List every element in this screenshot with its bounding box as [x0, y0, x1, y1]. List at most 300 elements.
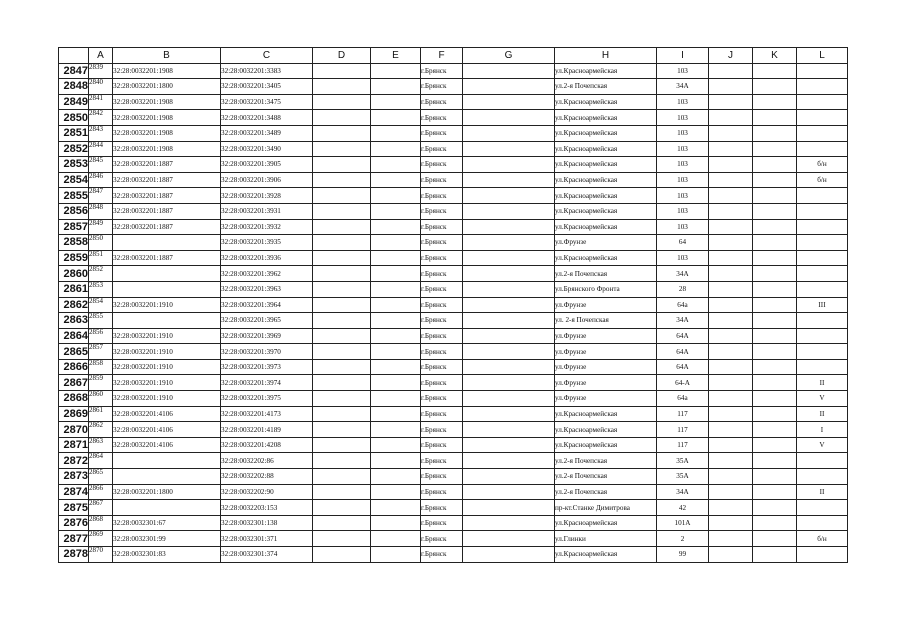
- row-number[interactable]: 2850: [59, 110, 89, 126]
- cell-l[interactable]: II: [797, 375, 848, 391]
- cell-f[interactable]: г.Брянск: [421, 250, 463, 266]
- cell-k[interactable]: [753, 266, 797, 282]
- cell-f[interactable]: г.Брянск: [421, 297, 463, 313]
- cell-a[interactable]: [89, 437, 113, 453]
- cell-a[interactable]: [89, 250, 113, 266]
- cell-a[interactable]: [89, 110, 113, 126]
- cell-d[interactable]: [313, 344, 371, 360]
- cell-l[interactable]: [797, 219, 848, 235]
- cell-j[interactable]: [709, 328, 753, 344]
- cell-k[interactable]: [753, 484, 797, 500]
- cell-e[interactable]: [371, 250, 421, 266]
- cell-k[interactable]: [753, 235, 797, 251]
- cell-f[interactable]: г.Брянск: [421, 375, 463, 391]
- row-number[interactable]: 2862: [59, 297, 89, 313]
- cell-g[interactable]: [463, 359, 555, 375]
- cell-d[interactable]: [313, 141, 371, 157]
- cell-f[interactable]: г.Брянск: [421, 281, 463, 297]
- cell-g[interactable]: [463, 141, 555, 157]
- cell-a[interactable]: [89, 141, 113, 157]
- cell-a[interactable]: [89, 157, 113, 173]
- cell-d[interactable]: [313, 500, 371, 516]
- cell-a[interactable]: [89, 422, 113, 438]
- cell-a[interactable]: [89, 219, 113, 235]
- cell-e[interactable]: [371, 515, 421, 531]
- cell-e[interactable]: [371, 281, 421, 297]
- row-number[interactable]: 2872: [59, 453, 89, 469]
- cell-f[interactable]: г.Брянск: [421, 141, 463, 157]
- cell-j[interactable]: [709, 313, 753, 329]
- cell-h[interactable]: ул.Красноармейская: [555, 203, 657, 219]
- cell-g[interactable]: [463, 328, 555, 344]
- cell-l[interactable]: [797, 266, 848, 282]
- cell-d[interactable]: [313, 203, 371, 219]
- cell-c[interactable]: 32:28:0032202:88: [221, 469, 313, 485]
- cell-d[interactable]: [313, 313, 371, 329]
- cell-l[interactable]: [797, 328, 848, 344]
- cell-g[interactable]: [463, 63, 555, 79]
- cell-c[interactable]: 32:28:0032201:3973: [221, 359, 313, 375]
- cell-g[interactable]: [463, 172, 555, 188]
- cell-f[interactable]: г.Брянск: [421, 94, 463, 110]
- cell-j[interactable]: [709, 250, 753, 266]
- cell-i[interactable]: 103: [657, 141, 709, 157]
- cell-f[interactable]: г.Брянск: [421, 500, 463, 516]
- cell-k[interactable]: [753, 531, 797, 547]
- cell-e[interactable]: [371, 406, 421, 422]
- cell-g[interactable]: [463, 266, 555, 282]
- row-number[interactable]: 2868: [59, 391, 89, 407]
- cell-b[interactable]: 32:28:0032201:1910: [113, 297, 221, 313]
- cell-f[interactable]: г.Брянск: [421, 406, 463, 422]
- cell-a[interactable]: [89, 328, 113, 344]
- cell-d[interactable]: [313, 94, 371, 110]
- cell-a[interactable]: [89, 235, 113, 251]
- cell-h[interactable]: ул.Красноармейская: [555, 547, 657, 563]
- cell-b[interactable]: 32:28:0032201:1910: [113, 375, 221, 391]
- cell-l[interactable]: [797, 469, 848, 485]
- cell-g[interactable]: [463, 219, 555, 235]
- cell-i[interactable]: 28: [657, 281, 709, 297]
- cell-e[interactable]: [371, 484, 421, 500]
- cell-f[interactable]: г.Брянск: [421, 235, 463, 251]
- cell-g[interactable]: [463, 437, 555, 453]
- cell-c[interactable]: 32:28:0032201:4208: [221, 437, 313, 453]
- cell-h[interactable]: ул.Красноармейская: [555, 63, 657, 79]
- cell-h[interactable]: ул.2-я Почепская: [555, 469, 657, 485]
- cell-j[interactable]: [709, 219, 753, 235]
- cell-h[interactable]: ул.Фрунзе: [555, 235, 657, 251]
- cell-f[interactable]: г.Брянск: [421, 422, 463, 438]
- cell-j[interactable]: [709, 63, 753, 79]
- row-number[interactable]: 2851: [59, 125, 89, 141]
- cell-k[interactable]: [753, 547, 797, 563]
- cell-e[interactable]: [371, 344, 421, 360]
- row-number[interactable]: 2873: [59, 469, 89, 485]
- cell-f[interactable]: г.Брянск: [421, 469, 463, 485]
- cell-b[interactable]: [113, 235, 221, 251]
- cell-j[interactable]: [709, 531, 753, 547]
- cell-h[interactable]: ул.Красноармейская: [555, 172, 657, 188]
- cell-e[interactable]: [371, 469, 421, 485]
- cell-g[interactable]: [463, 79, 555, 95]
- row-number[interactable]: 2858: [59, 235, 89, 251]
- cell-a[interactable]: [89, 375, 113, 391]
- cell-d[interactable]: [313, 281, 371, 297]
- cell-d[interactable]: [313, 515, 371, 531]
- cell-k[interactable]: [753, 515, 797, 531]
- cell-e[interactable]: [371, 375, 421, 391]
- cell-k[interactable]: [753, 359, 797, 375]
- cell-c[interactable]: 32:28:0032201:3490: [221, 141, 313, 157]
- cell-a[interactable]: [89, 63, 113, 79]
- cell-i[interactable]: 42: [657, 500, 709, 516]
- row-number[interactable]: 2859: [59, 250, 89, 266]
- cell-e[interactable]: [371, 188, 421, 204]
- cell-i[interactable]: 101А: [657, 515, 709, 531]
- cell-c[interactable]: 32:28:0032201:3489: [221, 125, 313, 141]
- cell-j[interactable]: [709, 79, 753, 95]
- cell-f[interactable]: г.Брянск: [421, 328, 463, 344]
- cell-d[interactable]: [313, 79, 371, 95]
- cell-j[interactable]: [709, 375, 753, 391]
- cell-h[interactable]: ул. 2-я Почепская: [555, 313, 657, 329]
- cell-a[interactable]: [89, 188, 113, 204]
- cell-j[interactable]: [709, 281, 753, 297]
- cell-l[interactable]: [797, 313, 848, 329]
- cell-f[interactable]: г.Брянск: [421, 359, 463, 375]
- cell-l[interactable]: [797, 125, 848, 141]
- cell-l[interactable]: [797, 453, 848, 469]
- cell-j[interactable]: [709, 391, 753, 407]
- cell-d[interactable]: [313, 172, 371, 188]
- cell-i[interactable]: 99: [657, 547, 709, 563]
- cell-i[interactable]: 64А: [657, 328, 709, 344]
- row-number[interactable]: 2874: [59, 484, 89, 500]
- cell-c[interactable]: 32:28:0032201:3974: [221, 375, 313, 391]
- cell-g[interactable]: [463, 391, 555, 407]
- cell-i[interactable]: 103: [657, 219, 709, 235]
- cell-k[interactable]: [753, 281, 797, 297]
- cell-b[interactable]: 32:28:0032201:1910: [113, 359, 221, 375]
- cell-g[interactable]: [463, 406, 555, 422]
- cell-d[interactable]: [313, 219, 371, 235]
- cell-k[interactable]: [753, 250, 797, 266]
- cell-l[interactable]: III: [797, 297, 848, 313]
- row-number[interactable]: 2878: [59, 547, 89, 563]
- cell-c[interactable]: 32:28:0032201:3928: [221, 188, 313, 204]
- cell-i[interactable]: 64А: [657, 344, 709, 360]
- cell-f[interactable]: г.Брянск: [421, 172, 463, 188]
- cell-k[interactable]: [753, 391, 797, 407]
- cell-f[interactable]: г.Брянск: [421, 157, 463, 173]
- cell-a[interactable]: [89, 125, 113, 141]
- cell-a[interactable]: [89, 515, 113, 531]
- cell-g[interactable]: [463, 235, 555, 251]
- cell-j[interactable]: [709, 157, 753, 173]
- cell-g[interactable]: [463, 469, 555, 485]
- cell-e[interactable]: [371, 172, 421, 188]
- cell-a[interactable]: [89, 469, 113, 485]
- cell-a[interactable]: [89, 531, 113, 547]
- cell-c[interactable]: 32:28:0032202:86: [221, 453, 313, 469]
- cell-f[interactable]: г.Брянск: [421, 63, 463, 79]
- cell-i[interactable]: 64а: [657, 391, 709, 407]
- cell-d[interactable]: [313, 484, 371, 500]
- row-number[interactable]: 2852: [59, 141, 89, 157]
- cell-h[interactable]: ул.2-я Почепская: [555, 266, 657, 282]
- cell-f[interactable]: г.Брянск: [421, 484, 463, 500]
- cell-h[interactable]: ул.Красноармейская: [555, 125, 657, 141]
- cell-l[interactable]: [797, 547, 848, 563]
- cell-g[interactable]: [463, 110, 555, 126]
- cell-b[interactable]: 32:28:0032201:1908: [113, 63, 221, 79]
- cell-d[interactable]: [313, 297, 371, 313]
- cell-g[interactable]: [463, 547, 555, 563]
- cell-d[interactable]: [313, 125, 371, 141]
- cell-b[interactable]: 32:28:0032301:67: [113, 515, 221, 531]
- cell-i[interactable]: 35А: [657, 469, 709, 485]
- cell-f[interactable]: г.Брянск: [421, 203, 463, 219]
- cell-k[interactable]: [753, 328, 797, 344]
- cell-g[interactable]: [463, 125, 555, 141]
- cell-i[interactable]: 117: [657, 406, 709, 422]
- row-number[interactable]: 2875: [59, 500, 89, 516]
- cell-b[interactable]: [113, 453, 221, 469]
- cell-d[interactable]: [313, 235, 371, 251]
- cell-b[interactable]: 32:28:0032201:1887: [113, 203, 221, 219]
- cell-d[interactable]: [313, 406, 371, 422]
- cell-l[interactable]: [797, 515, 848, 531]
- cell-l[interactable]: [797, 94, 848, 110]
- cell-c[interactable]: 32:28:0032202:90: [221, 484, 313, 500]
- cell-k[interactable]: [753, 110, 797, 126]
- cell-c[interactable]: 32:28:0032201:4189: [221, 422, 313, 438]
- cell-h[interactable]: ул.Фрунзе: [555, 344, 657, 360]
- cell-l[interactable]: [797, 250, 848, 266]
- cell-h[interactable]: ул.Фрунзе: [555, 359, 657, 375]
- cell-b[interactable]: 32:28:0032201:4106: [113, 437, 221, 453]
- column-header-j[interactable]: J: [709, 48, 753, 64]
- cell-a[interactable]: [89, 266, 113, 282]
- cell-c[interactable]: 32:28:0032301:374: [221, 547, 313, 563]
- cell-h[interactable]: ул.Красноармейская: [555, 157, 657, 173]
- cell-j[interactable]: [709, 359, 753, 375]
- cell-k[interactable]: [753, 94, 797, 110]
- cell-i[interactable]: 103: [657, 188, 709, 204]
- cell-d[interactable]: [313, 375, 371, 391]
- cell-l[interactable]: [797, 188, 848, 204]
- cell-g[interactable]: [463, 281, 555, 297]
- cell-j[interactable]: [709, 453, 753, 469]
- cell-b[interactable]: 32:28:0032201:1887: [113, 172, 221, 188]
- cell-l[interactable]: [797, 500, 848, 516]
- cell-a[interactable]: [89, 406, 113, 422]
- cell-d[interactable]: [313, 266, 371, 282]
- cell-h[interactable]: ул.Глинки: [555, 531, 657, 547]
- cell-i[interactable]: 117: [657, 437, 709, 453]
- cell-k[interactable]: [753, 422, 797, 438]
- cell-g[interactable]: [463, 203, 555, 219]
- column-header-d[interactable]: D: [313, 48, 371, 64]
- cell-c[interactable]: 32:28:0032203:153: [221, 500, 313, 516]
- row-number[interactable]: 2857: [59, 219, 89, 235]
- cell-d[interactable]: [313, 422, 371, 438]
- cell-e[interactable]: [371, 328, 421, 344]
- row-number[interactable]: 2865: [59, 344, 89, 360]
- cell-l[interactable]: [797, 110, 848, 126]
- cell-g[interactable]: [463, 500, 555, 516]
- cell-e[interactable]: [371, 391, 421, 407]
- cell-g[interactable]: [463, 515, 555, 531]
- cell-f[interactable]: г.Брянск: [421, 344, 463, 360]
- cell-i[interactable]: 2: [657, 531, 709, 547]
- cell-b[interactable]: [113, 281, 221, 297]
- cell-k[interactable]: [753, 188, 797, 204]
- cell-d[interactable]: [313, 250, 371, 266]
- row-number[interactable]: 2877: [59, 531, 89, 547]
- row-number[interactable]: 2854: [59, 172, 89, 188]
- cell-b[interactable]: 32:28:0032201:1908: [113, 125, 221, 141]
- cell-j[interactable]: [709, 469, 753, 485]
- cell-b[interactable]: 32:28:0032201:1910: [113, 391, 221, 407]
- cell-b[interactable]: [113, 469, 221, 485]
- cell-c[interactable]: 32:28:0032201:3932: [221, 219, 313, 235]
- cell-g[interactable]: [463, 453, 555, 469]
- row-number[interactable]: 2847: [59, 63, 89, 79]
- cell-d[interactable]: [313, 437, 371, 453]
- cell-k[interactable]: [753, 500, 797, 516]
- cell-f[interactable]: г.Брянск: [421, 219, 463, 235]
- cell-c[interactable]: 32:28:0032201:3488: [221, 110, 313, 126]
- cell-b[interactable]: 32:28:0032201:1800: [113, 79, 221, 95]
- cell-a[interactable]: [89, 500, 113, 516]
- cell-d[interactable]: [313, 391, 371, 407]
- cell-c[interactable]: 32:28:0032201:3936: [221, 250, 313, 266]
- cell-a[interactable]: [89, 313, 113, 329]
- cell-a[interactable]: [89, 453, 113, 469]
- cell-j[interactable]: [709, 547, 753, 563]
- cell-k[interactable]: [753, 141, 797, 157]
- column-header-e[interactable]: E: [371, 48, 421, 64]
- cell-e[interactable]: [371, 437, 421, 453]
- cell-c[interactable]: 32:28:0032201:3963: [221, 281, 313, 297]
- cell-d[interactable]: [313, 453, 371, 469]
- cell-f[interactable]: г.Брянск: [421, 437, 463, 453]
- cell-i[interactable]: 64А: [657, 359, 709, 375]
- cell-h[interactable]: ул.Красноармейская: [555, 250, 657, 266]
- cell-c[interactable]: 32:28:0032201:3383: [221, 63, 313, 79]
- cell-i[interactable]: 64: [657, 235, 709, 251]
- cell-g[interactable]: [463, 313, 555, 329]
- cell-e[interactable]: [371, 500, 421, 516]
- row-number[interactable]: 2856: [59, 203, 89, 219]
- cell-e[interactable]: [371, 203, 421, 219]
- cell-h[interactable]: ул.2-я Почепская: [555, 484, 657, 500]
- cell-l[interactable]: б/н: [797, 157, 848, 173]
- cell-k[interactable]: [753, 172, 797, 188]
- cell-h[interactable]: ул.Красноармейская: [555, 94, 657, 110]
- cell-f[interactable]: г.Брянск: [421, 531, 463, 547]
- row-number[interactable]: 2871: [59, 437, 89, 453]
- row-number[interactable]: 2876: [59, 515, 89, 531]
- cell-j[interactable]: [709, 141, 753, 157]
- cell-k[interactable]: [753, 157, 797, 173]
- cell-e[interactable]: [371, 547, 421, 563]
- cell-i[interactable]: 103: [657, 203, 709, 219]
- cell-l[interactable]: б/н: [797, 172, 848, 188]
- cell-k[interactable]: [753, 406, 797, 422]
- cell-a[interactable]: [89, 94, 113, 110]
- cell-g[interactable]: [463, 157, 555, 173]
- cell-h[interactable]: ул.Красноармейская: [555, 437, 657, 453]
- cell-k[interactable]: [753, 297, 797, 313]
- cell-e[interactable]: [371, 157, 421, 173]
- cell-a[interactable]: [89, 359, 113, 375]
- cell-b[interactable]: 32:28:0032201:1910: [113, 328, 221, 344]
- row-number[interactable]: 2853: [59, 157, 89, 173]
- cell-h[interactable]: ул.Фрунзе: [555, 391, 657, 407]
- cell-f[interactable]: г.Брянск: [421, 515, 463, 531]
- cell-a[interactable]: [89, 484, 113, 500]
- cell-i[interactable]: 117: [657, 422, 709, 438]
- cell-b[interactable]: 32:28:0032201:1910: [113, 344, 221, 360]
- cell-i[interactable]: 64-А: [657, 375, 709, 391]
- cell-i[interactable]: 34А: [657, 79, 709, 95]
- cell-g[interactable]: [463, 422, 555, 438]
- cell-k[interactable]: [753, 219, 797, 235]
- cell-a[interactable]: [89, 344, 113, 360]
- cell-k[interactable]: [753, 469, 797, 485]
- cell-l[interactable]: [797, 359, 848, 375]
- row-number[interactable]: 2866: [59, 359, 89, 375]
- cell-h[interactable]: пр-кт.Станке Димитрова: [555, 500, 657, 516]
- cell-k[interactable]: [753, 344, 797, 360]
- cell-j[interactable]: [709, 515, 753, 531]
- cell-i[interactable]: 103: [657, 110, 709, 126]
- cell-e[interactable]: [371, 313, 421, 329]
- cell-b[interactable]: 32:28:0032201:1800: [113, 484, 221, 500]
- cell-b[interactable]: 32:28:0032301:83: [113, 547, 221, 563]
- cell-j[interactable]: [709, 203, 753, 219]
- cell-h[interactable]: ул.Красноармейская: [555, 188, 657, 204]
- cell-i[interactable]: 103: [657, 157, 709, 173]
- cell-e[interactable]: [371, 422, 421, 438]
- cell-j[interactable]: [709, 188, 753, 204]
- cell-k[interactable]: [753, 203, 797, 219]
- cell-h[interactable]: ул.Красноармейская: [555, 110, 657, 126]
- cell-d[interactable]: [313, 63, 371, 79]
- cell-h[interactable]: ул.Красноармейская: [555, 141, 657, 157]
- cell-l[interactable]: V: [797, 437, 848, 453]
- cell-b[interactable]: 32:28:0032201:1908: [113, 94, 221, 110]
- cell-a[interactable]: [89, 281, 113, 297]
- cell-b[interactable]: 32:28:0032201:1887: [113, 250, 221, 266]
- cell-f[interactable]: г.Брянск: [421, 547, 463, 563]
- cell-a[interactable]: [89, 391, 113, 407]
- column-header-l[interactable]: L: [797, 48, 848, 64]
- row-number[interactable]: 2864: [59, 328, 89, 344]
- cell-e[interactable]: [371, 266, 421, 282]
- cell-c[interactable]: 32:28:0032201:4173: [221, 406, 313, 422]
- cell-c[interactable]: 32:28:0032201:3969: [221, 328, 313, 344]
- cell-b[interactable]: 32:28:0032201:4106: [113, 422, 221, 438]
- cell-j[interactable]: [709, 266, 753, 282]
- cell-b[interactable]: [113, 313, 221, 329]
- cell-i[interactable]: 34А: [657, 313, 709, 329]
- column-header-i[interactable]: I: [657, 48, 709, 64]
- cell-i[interactable]: 64а: [657, 297, 709, 313]
